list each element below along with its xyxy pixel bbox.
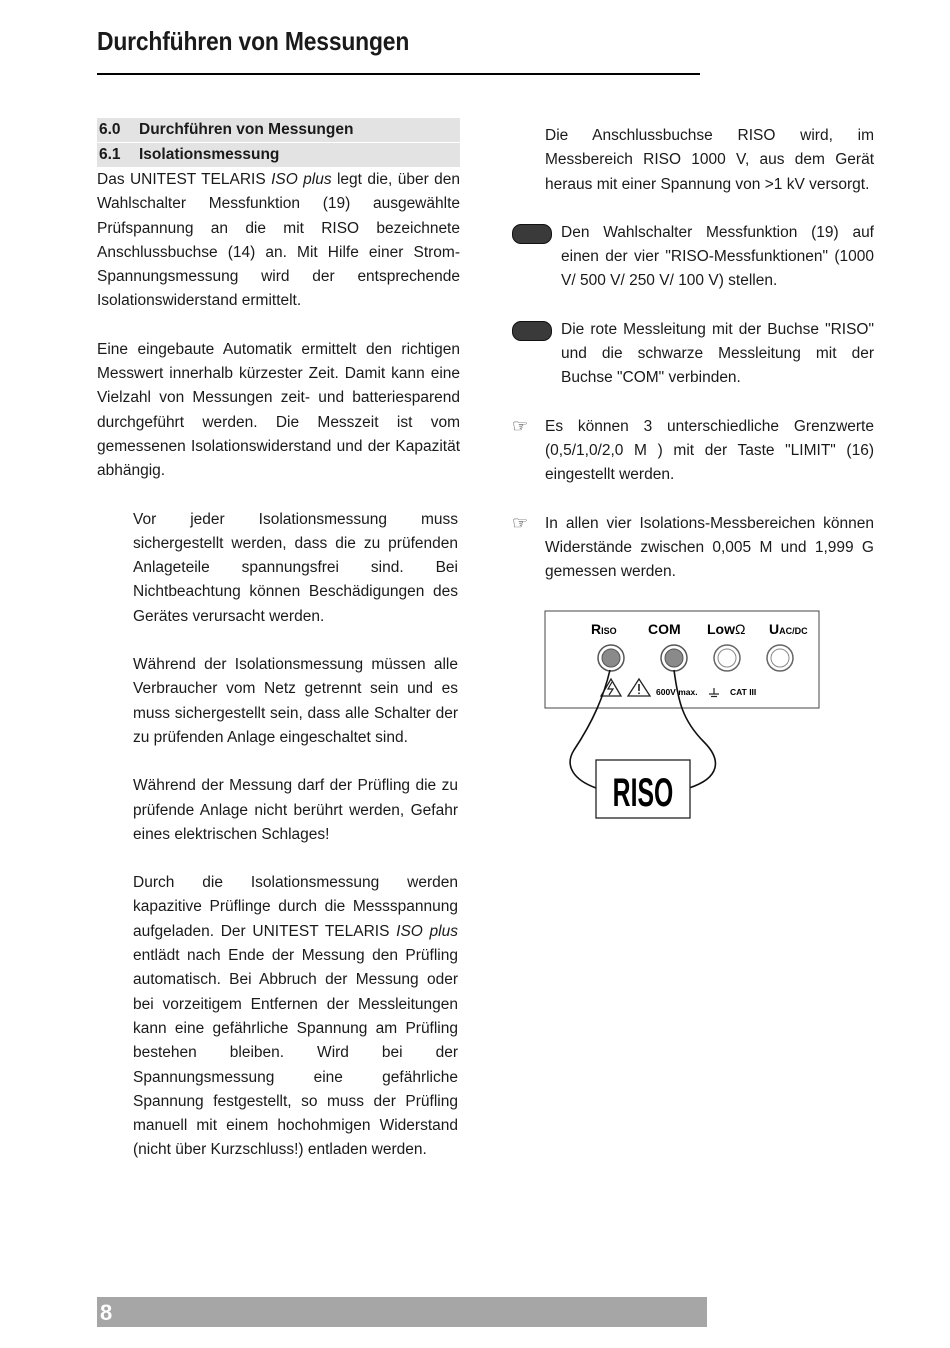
pointing-hand-icon: ☞: [512, 415, 529, 436]
section-heading-6-0: [97, 118, 460, 142]
product-name: ISO plus: [271, 171, 332, 188]
automatic-paragraph: Eine eingebaute Automatik ermittelt den richtigen Messwert innerhalb kürzester Zeit. Damit kann eine Vielzahl von Messungen zeit- und batteriesparend durchgeführt werden. Die Messzeit ist vom gemessenen Isolationswiderstand und der Kapazität abhängig.: [97, 340, 460, 480]
step-text: Die rote Messleitung mit der Buchse "RISO" und die schwarze Messleitung mit der Buchse "COM" verbinden.: [561, 320, 874, 387]
section-heading-6-1: [97, 143, 460, 167]
product-name: ISO plus: [396, 922, 458, 940]
page-header: [97, 26, 700, 75]
page-number: 8: [100, 1300, 113, 1325]
note-text: In allen vier Isolations-Messbereichen können Widerstände zwischen 0,005 M und 1,999 G gemessen werden.: [545, 514, 874, 581]
step-select-function: [512, 221, 874, 294]
step-connect-leads: [512, 318, 874, 391]
note-limits: [512, 415, 874, 488]
socket-riso: [598, 645, 624, 671]
terminal-label-riso: RISO: [591, 621, 617, 637]
terminal-label-com: COM: [648, 621, 681, 637]
note-range: [512, 512, 874, 585]
note-text: Es können 3 unterschiedliche Grenzwerte (0,5/1,0/2,0 M ) mit der Taste "LIMIT" (16) eingestellt werden.: [545, 417, 874, 484]
terminal-label-low-ohm: LowΩ: [707, 621, 746, 637]
terminal-label-uacdc: UAC/DC: [769, 621, 808, 637]
warning-shock: Während der Messung darf der Prüfling die zu prüfende Anlage nicht berührt werden, Gefahr eines elektrischen Schlages!: [133, 777, 458, 843]
connection-diagram: [544, 610, 824, 820]
warning-voltage-free: Vor jeder Isolationsmessung muss sichergestellt werden, dass die zu prüfenden Anlageteile spannungsfrei sind. Bei Nichtbeachtung können Beschädigungen des Gerätes verursacht werden.: [133, 510, 458, 625]
warning-disconnect: Während der Isolationsmessung müssen alle Verbraucher vom Netz getrennt sein und es muss sichergestellt sein, dass alle Schalter der zu prüfenden Anlage eingeschaltet sind.: [133, 656, 458, 746]
riso-intro-paragraph: Die Anschlussbuchse RISO wird, im Messbereich RISO 1000 V, aus dem Gerät heraus mit einer Spannung von >1 kV versorgt.: [545, 127, 874, 193]
socket-low-ohm: [714, 645, 740, 671]
pointing-hand-icon: ☞: [512, 512, 529, 533]
section-title: Durchführen von Messungen: [139, 121, 354, 138]
voltage-rating: 600V max.: [656, 687, 698, 697]
section-number: 6.0: [99, 121, 121, 138]
page-title: Durchführen von Messungen: [97, 26, 410, 56]
warning-discharge: Durch die Isolationsmessung werden kapazitive Prüflinge durch die Messspannung aufgeladen. Der UNITEST TELARIS ISO plus entlädt nach Ende der Messung den Prüfling automatisch. Bei Abbruch der Messung oder bei vorzeitigem Entfernen der Messleitungen kann eine gefährliche Spannung am Prüfling bestehen bleiben. Wird bei der Spannungsmessung eine gefährliche Spannung festgestellt, so muss der Prüfling manuell mit einem hochohmigen Widerstand (nicht über Kurzschluss!) entladen werden.: [133, 874, 458, 1159]
step-bullet-icon: [512, 321, 552, 341]
riso-box-label: RISO: [612, 771, 674, 816]
step-bullet-icon: [512, 224, 552, 244]
socket-uacdc: [767, 645, 793, 671]
footer-bar: [97, 1297, 707, 1327]
right-column: [512, 124, 874, 584]
category-rating: CAT III: [730, 687, 757, 697]
socket-com: [661, 645, 687, 671]
section-number: 6.1: [99, 146, 121, 163]
section-title: Isolationsmessung: [139, 146, 280, 163]
connection-diagram-svg: [544, 610, 824, 820]
step-text: Den Wahlschalter Messfunktion (19) auf einen der vier "RISO-Messfunktionen" (1000 V/ 500 V/ 250 V/ 100 V) stellen.: [561, 223, 874, 290]
left-column: [97, 118, 460, 1163]
intro-paragraph: Das UNITEST TELARIS ISO plus legt die, über den Wahlschalter Messfunktion (19) ausgewählte Prüfspannung an die mit RISO bezeichnete Anschlussbuchse (14) an. Mit Hilfe einer Strom-Spannungsmessung wird der entsprechende Isolationswiderstand ermittelt.: [97, 171, 460, 310]
